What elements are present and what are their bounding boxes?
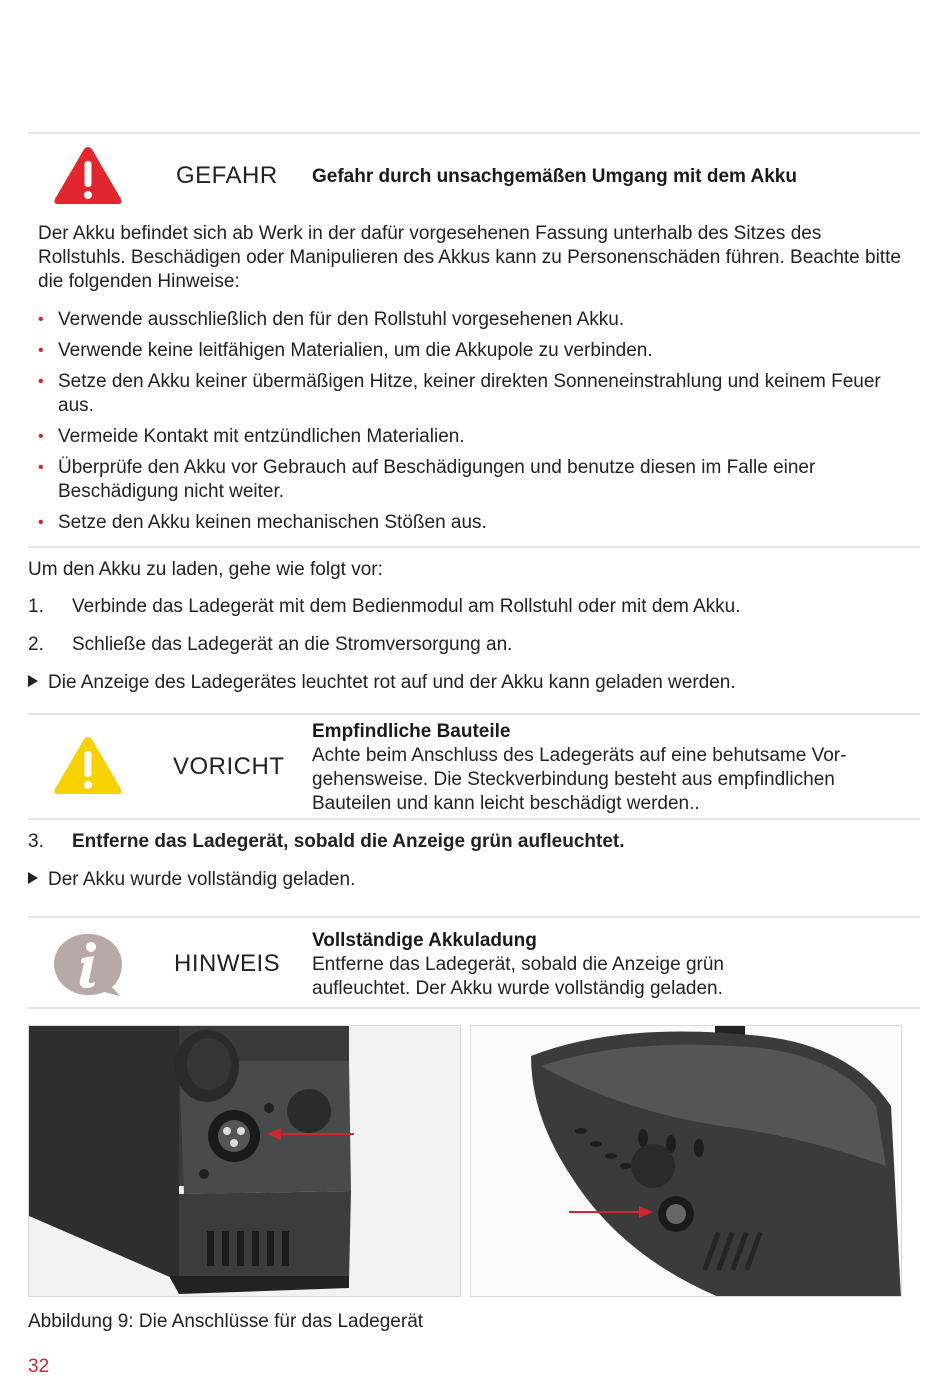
danger-bullet-list <box>38 308 918 542</box>
caution-text: Achte beim Anschluss des Ladegeräts auf eine behutsame Vor-gehensweise. Die Steckverbindung besteht aus empfindlichen Bauteilen und kann leicht beschädigt werden.. <box>312 745 847 814</box>
caution-triangle-icon <box>52 733 124 797</box>
step-text: Verbinde das Ladegerät mit dem Bedienmodul am Rollstuhl oder mit dem Akku. <box>72 596 741 617</box>
figure-caption: Abbildung 9: Die Anschlüsse für das Ladegerät <box>28 1311 424 1332</box>
note-text: Entferne das Ladegerät, sobald die Anzeige grün aufleuchtet. Der Akku wurde vollständig geladen. <box>312 954 724 999</box>
bullet-icon: • <box>38 428 44 445</box>
step-number: 2. <box>28 634 44 655</box>
bullet-icon: • <box>38 311 44 328</box>
step-number: 1. <box>28 596 44 617</box>
caution-title: Empfindliche Bauteile <box>312 721 511 742</box>
divider <box>28 1007 920 1009</box>
danger-title: Gefahr durch unsachgemäßen Umgang mit dem Akku <box>312 166 797 187</box>
list-item: • Überprüfe den Akku vor Gebrauch auf Beschädigungen und benutze diesen im Falle einer Beschädigung nicht weiter. <box>38 457 816 502</box>
list-item: • Verwende keine leitfähigen Materialien, um die Akkupole zu verbinden. <box>38 340 653 361</box>
divider <box>28 546 920 548</box>
divider <box>28 713 920 715</box>
info-icon <box>52 932 124 998</box>
note-label: HINWEIS <box>174 950 281 977</box>
divider <box>28 818 920 820</box>
caution-label: VORICHT <box>173 753 285 780</box>
bullet-icon: • <box>38 342 44 359</box>
instructions-intro: Um den Akku zu laden, gehe wie folgt vor: <box>28 559 383 580</box>
danger-label: GEFAHR <box>176 162 278 189</box>
list-item: • Vermeide Kontakt mit entzündlichen Materialien. <box>38 426 465 447</box>
list-item: • Setze den Akku keinen mechanischen Stößen aus. <box>38 512 487 533</box>
result-arrow-icon <box>28 675 38 687</box>
control-module-photo <box>470 1025 902 1297</box>
result-1: Die Anzeige des Ladegerätes leuchtet rot auf und der Akku kann geladen werden. <box>28 671 736 695</box>
step-2 <box>28 633 512 657</box>
step-3 <box>28 830 625 854</box>
result-2: Der Akku wurde vollständig geladen. <box>28 868 355 892</box>
step-number: 3. <box>28 831 44 852</box>
list-item: • Verwende ausschließlich den für den Rollstuhl vorgesehenen Akku. <box>38 309 625 330</box>
step-1 <box>28 595 741 619</box>
divider <box>28 132 920 134</box>
list-item: • Setze den Akku keiner übermäßigen Hitze, keiner direkten Sonneneinstrahlung und keinem Feuer aus. <box>38 371 881 416</box>
danger-intro: Der Akku befindet sich ab Werk in der dafür vorgesehenen Fassung unterhalb des Sitzes des Rollstuhls. Beschädigen oder Manipulieren des Akkus kann zu Personenschäden führen. Beachte bitte die folgenden Hinweise: <box>38 223 901 292</box>
divider <box>28 916 920 918</box>
page-number: 32 <box>28 1356 50 1377</box>
bullet-icon: • <box>38 514 44 531</box>
bullet-icon: • <box>38 459 44 476</box>
note-title: Vollständige Akkuladung <box>312 930 537 951</box>
warning-triangle-icon <box>52 143 124 207</box>
battery-port-photo <box>28 1025 461 1297</box>
bullet-icon: • <box>38 373 44 390</box>
result-arrow-icon <box>28 872 38 884</box>
step-text: Schließe das Ladegerät an die Stromversorgung an. <box>72 634 513 655</box>
step-text: Entferne das Ladegerät, sobald die Anzeige grün aufleuchtet. <box>72 831 625 852</box>
